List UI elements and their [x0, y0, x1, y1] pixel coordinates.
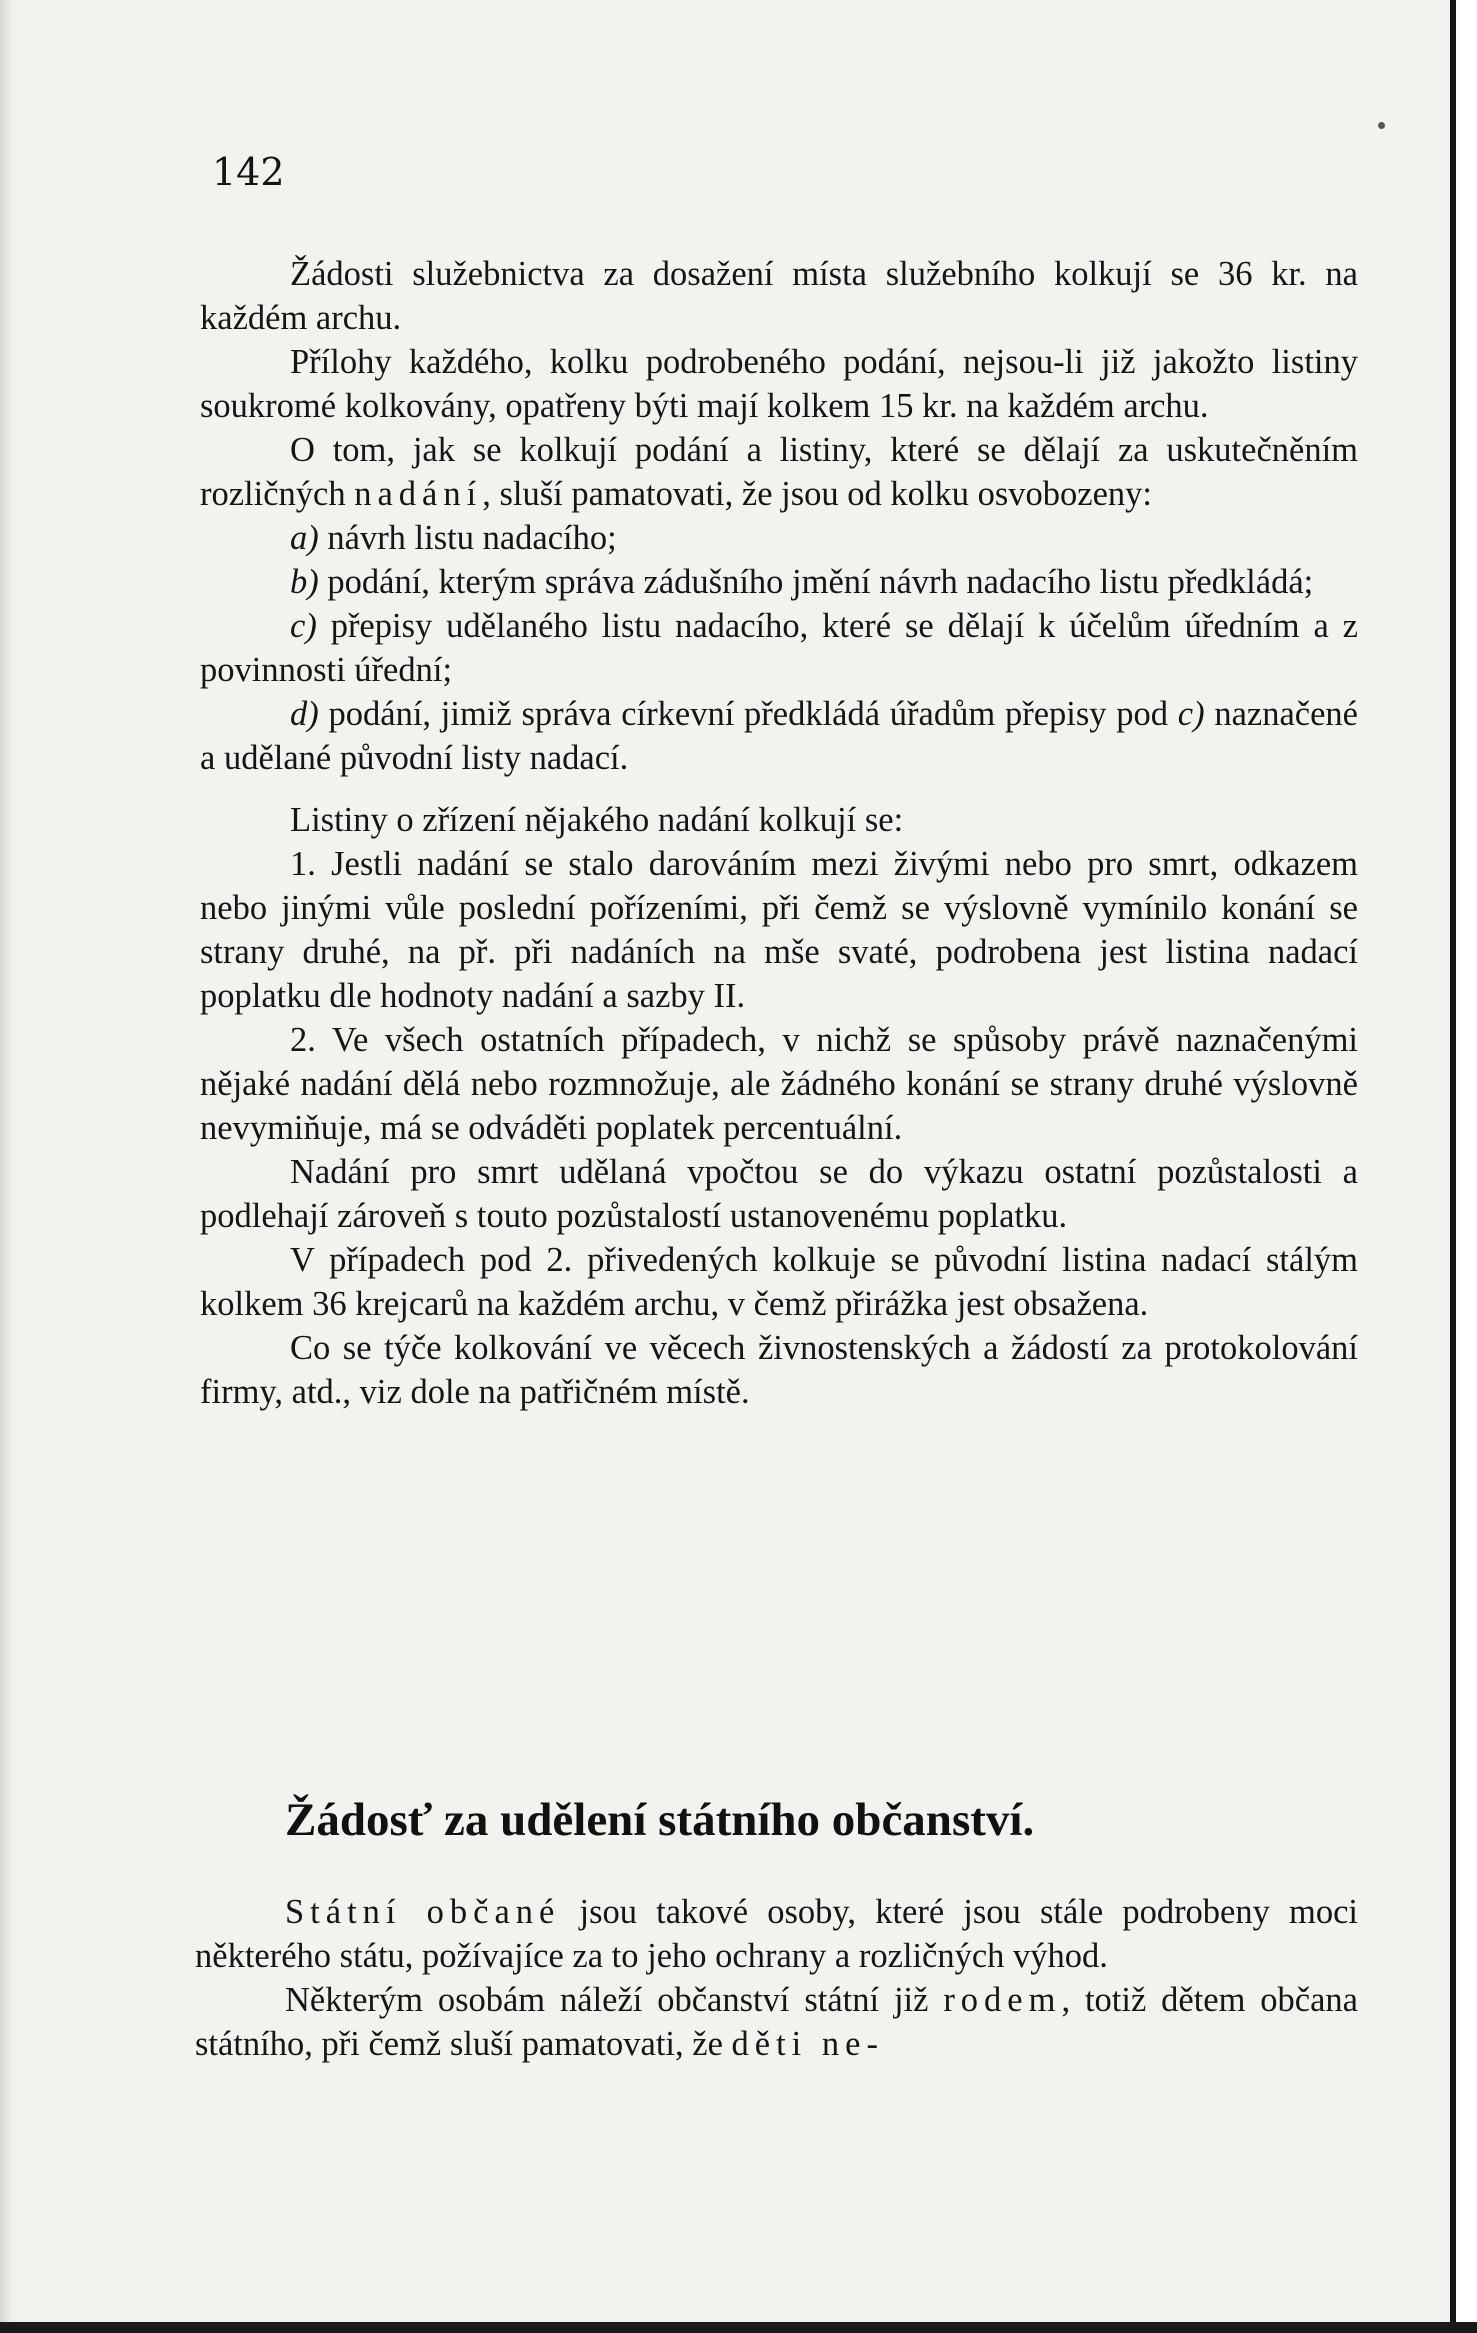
- paragraph-point-2: 2. Ve všech ostatních případech, v nichž se spůsoby právě naznačenými nějaké nadání dělá nebo rozmnožuje, ale žádného konání se strany druhé výslovně nevymiňuje, má se odváděti poplatek percentuální.: [200, 1021, 1358, 1147]
- paragraph-nekterym: Některým osobám náleží občanství státní již rodem, totiž dětem občana státního, při čemž sluší pamatovati, že děti ne-: [195, 1981, 1358, 2063]
- paragraph-listiny: Listiny o zřízení nějakého nadání kolkují se:: [290, 801, 904, 839]
- list-item-c: c) přepisy udělaného listu nadacího, které se dělají k účelům úředním a z povinnosti úřední;: [200, 607, 1358, 689]
- paragraph-statni-obcane: Státní občané jsou takové osoby, které jsou stále podrobeny moci některého státu, požívajíce za to jeho ochrany a rozličných výhod.: [195, 1893, 1358, 1975]
- paragraph-2: Přílohy každého, kolku podrobeného podání, nejsou-li již jakožto listiny soukromé kolkovány, opatřeny býti mají kolkem 15 kr. na každém archu.: [200, 343, 1358, 425]
- list-item-d: d) podání, jimiž správa církevní předkládá úřadům přepisy pod c) naznačené a udělané původní listy nadací.: [200, 695, 1358, 777]
- page-number: 142: [212, 150, 285, 194]
- section-text: [195, 1890, 1358, 2066]
- list-item-a: a) návrh listu nadacího;: [290, 519, 617, 557]
- paragraph-pripadech: V případech pod 2. přivedených kolkuje se původní listina nadací stálým kolkem 36 krejcarů na každém archu, v čemž přirážka jest obsažena.: [200, 1241, 1358, 1323]
- paragraph-kolkovani: Co se týče kolkování ve věcech živnostenských a žádostí za protokolování firmy, atd., viz dole na patřičném místě.: [200, 1329, 1358, 1411]
- section-heading: Žádosť za udělení státního občanství.: [285, 1794, 1035, 1846]
- paragraph-nadani: Nadání pro smrt udělaná vpočtou se do výkazu ostatní pozůstalosti a podlehají zároveň s touto pozůstalostí ustanovenému poplatku.: [200, 1153, 1358, 1235]
- paragraph-point-1: 1. Jestli nadání se stalo darováním mezi živými nebo pro smrt, odkazem nebo jinými vůle poslední pořízeními, při čemž se výslovně vymínilo konání se strany druhé, na př. při nadáních na mše svaté, podrobena jest listina nadací poplatku dle hodnoty nadání a sazby II.: [200, 845, 1358, 1015]
- list-item-b: b) podání, kterým správa zádušního jmění návrh nadacího listu předkládá;: [290, 563, 1314, 601]
- page-bottom-edge: [0, 2322, 1477, 2333]
- page-left-shadow: [0, 0, 18, 2333]
- spaced-term-rodem: rodem: [943, 1981, 1062, 2019]
- spaced-word: nadání: [354, 475, 483, 513]
- paragraph-1: Žádosti služebnictva za dosažení místa služebního kolkují se 36 kr. na každém archu.: [200, 255, 1358, 337]
- page-right-edge: [1450, 0, 1456, 2333]
- spaced-term: Státní občané: [285, 1893, 561, 1931]
- paragraph-3: O tom, jak se kolkují podání a listiny, které se dělají za uskutečněním rozličných nadání, sluší pamatovati, že jsou od kolku osvobozeny:: [200, 431, 1358, 513]
- spaced-term-deti: děti ne-: [731, 2025, 884, 2063]
- ink-spot: [1378, 122, 1385, 129]
- body-text: [200, 252, 1358, 1414]
